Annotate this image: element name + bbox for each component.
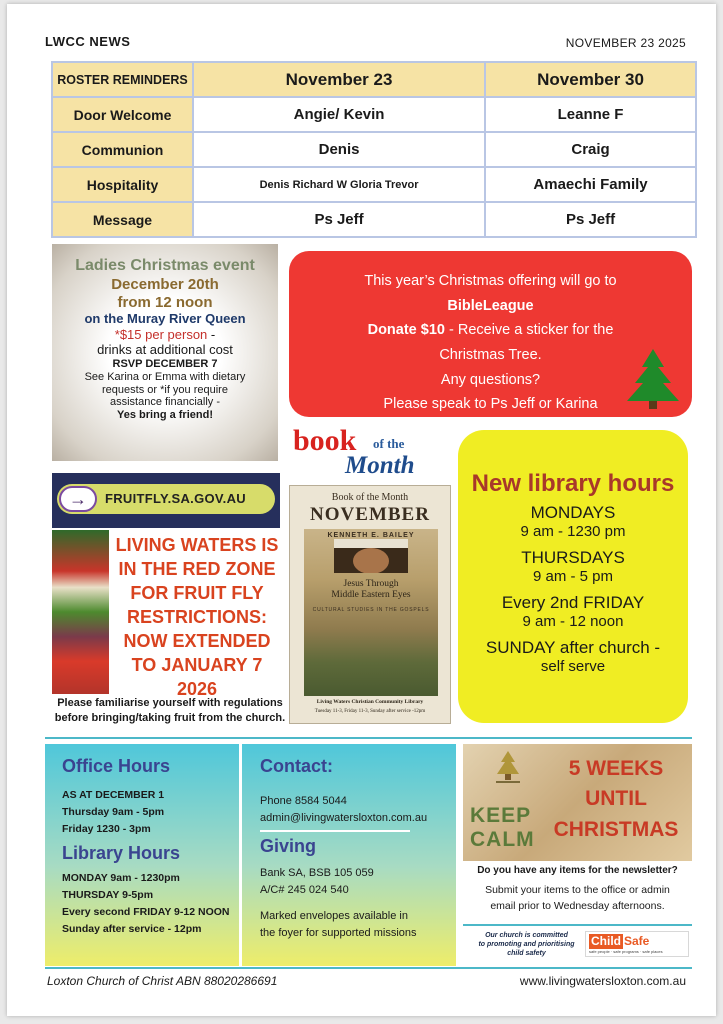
fruitfly-note-line: Please familiarise yourself with regulations: [57, 697, 283, 709]
contact-divider: [260, 830, 410, 832]
footer-website-link[interactable]: www.livingwatersloxton.com.au: [519, 974, 686, 988]
library-day: SUNDAY after church -: [485, 637, 661, 657]
ladies-date: December 20th: [111, 275, 219, 293]
fruitfly-link[interactable]: [57, 484, 275, 514]
roster-cell: Craig: [485, 132, 696, 167]
offering-line: Please speak to Ps Jeff or Karina: [383, 396, 598, 413]
newsletter-date: NOVEMBER 23 2025: [565, 36, 686, 50]
contact-panel: [242, 744, 456, 966]
newsletter-question: Do you have any items for the newsletter?: [477, 865, 678, 876]
book-library-hours: Tuesday 11-3, Friday 11-3, Sunday after service -12pm: [314, 709, 426, 714]
library-time: 9 am - 1230 pm: [520, 522, 626, 540]
book-title-block: [304, 579, 438, 602]
book-subtitle: CULTURAL STUDIES IN THE GOSPELS: [312, 607, 430, 613]
ladies-price-dash: -: [207, 326, 216, 342]
roster-cell: Ps Jeff: [193, 202, 485, 237]
table-row: [52, 167, 696, 202]
fruitfly-notice-line: NOW EXTENDED: [123, 630, 271, 651]
ladies-rsvp: RSVP DECEMBER 7: [112, 358, 218, 371]
ladies-time: from 12 noon: [117, 293, 213, 311]
library-hours-title: New library hours: [471, 470, 675, 497]
christmas-offering-box: [289, 251, 692, 417]
ladies-event-box: [52, 244, 278, 461]
offering-sticker: - Receive a sticker for the: [444, 322, 614, 339]
roster-date-1: November 23: [193, 62, 485, 97]
giving-title: Giving: [260, 836, 317, 856]
library-hours-line: MONDAY 9am - 1230pm: [62, 872, 180, 885]
ladies-details: [52, 371, 278, 422]
giving-envelopes: Marked envelopes available in: [260, 910, 408, 922]
keep-calm-graphic: [463, 744, 692, 861]
calm-word: CALM: [470, 828, 535, 852]
section-divider: [45, 737, 692, 739]
book-cover: [289, 485, 451, 724]
offering-line: Any questions?: [440, 371, 541, 388]
roster-cell: Ps Jeff: [485, 202, 696, 237]
book-title-line: Jesus Through: [343, 579, 399, 589]
fruitfly-note: [51, 696, 289, 727]
office-hours-line: AS AT DECEMBER 1: [62, 789, 165, 801]
giving-bank: Bank SA, BSB 105 059: [260, 867, 374, 879]
roster-label: ROSTER REMINDERS: [52, 62, 193, 97]
offering-recipient: BibleLeague: [447, 297, 534, 314]
portrait-icon: [334, 539, 408, 573]
library-hours-box: [458, 430, 688, 723]
logo-month-word: Month: [345, 452, 415, 479]
keep-calm-text: [470, 804, 535, 852]
ladies-title: Ladies Christmas event: [75, 257, 255, 274]
roster-cell: Amaechi Family: [485, 167, 696, 202]
fruitfly-notice-line: FOR FRUIT FLY: [130, 582, 264, 603]
weeks-until-christmas: [546, 754, 686, 845]
book-of-the-month-logo: [293, 424, 439, 484]
book-title-line: Middle Eastern Eyes: [331, 590, 411, 601]
contact-email[interactable]: admin@livingwatersloxton.com.au: [260, 811, 428, 824]
fruitfly-notice-line: IN THE RED ZONE: [118, 558, 276, 579]
ladies-detail-line: See Karina or Emma with dietary: [84, 371, 246, 384]
section-divider: [463, 924, 692, 926]
footer-church-abn: Loxton Church of Christ ABN 88020286691: [47, 974, 278, 988]
roster-cell: Denis Richard W Gloria Trevor: [193, 167, 485, 202]
library-day: THURSDAYS: [521, 547, 625, 567]
fruitfly-url: FRUITFLY.SA.GOV.AU: [105, 491, 246, 506]
roster-role: Hospitality: [52, 167, 193, 202]
child-safety-line: to promoting and prioritising: [478, 940, 575, 948]
roster-role: Communion: [52, 132, 193, 167]
book-library-name: Living Waters Christian Community Library: [316, 699, 424, 705]
ladies-price: *$15 per person: [114, 326, 208, 342]
vegetables-image: [52, 530, 109, 694]
child-safe-tagline: safe people · safe programs · safe places: [589, 949, 663, 954]
footer-divider: [45, 967, 692, 969]
fruitfly-notice-line: RESTRICTIONS:: [126, 606, 267, 627]
logo-of-the: of the: [373, 436, 405, 451]
library-hours-line: THURSDAY 9-5pm: [62, 889, 154, 902]
roster-table: [51, 61, 697, 238]
roster-cell: Angie/ Kevin: [193, 97, 485, 132]
ladies-detail-line: assistance financially -: [109, 396, 221, 409]
book-cover-image: [304, 529, 438, 696]
library-day: MONDAYS: [530, 503, 616, 522]
newsletter-page: [7, 4, 716, 1016]
book-author: KENNETH E. BAILEY: [327, 532, 415, 539]
book-month: NOVEMBER: [310, 504, 430, 525]
offering-line: This year’s Christmas offering will go to: [364, 273, 617, 289]
child-safety-statement: [469, 932, 584, 958]
office-hours-line: Thursday 9am - 5pm: [62, 805, 165, 818]
child-safe-logo: [585, 931, 689, 957]
library-hours-line: Sunday after service - 12pm: [62, 922, 202, 935]
child-safe-logo-child: Child: [591, 934, 621, 948]
until-word: UNTIL: [585, 787, 647, 811]
arrow-right-icon: →: [59, 486, 97, 512]
contact-phone: Phone 8584 5044: [260, 795, 347, 807]
ladies-price-line: [52, 327, 278, 342]
newsletter-title: LWCC NEWS: [45, 34, 131, 49]
roster-date-2: November 30: [485, 62, 696, 97]
roster-role: Door Welcome: [52, 97, 193, 132]
roster-header-row: [52, 62, 696, 97]
fruitfly-notice: [111, 534, 283, 702]
library-time: self serve: [540, 657, 606, 675]
child-safe-logo-safe: Safe: [624, 934, 650, 948]
newsletter-line: email prior to Wednesday afternoons.: [490, 899, 665, 912]
newsletter-instructions: [463, 883, 692, 915]
library-time: 9 am - 12 noon: [522, 612, 624, 630]
roster-cell: Denis: [193, 132, 485, 167]
fruitfly-note-line: before bringing/taking fruit from the church.: [54, 712, 286, 725]
giving-account: A/C# 245 024 540: [260, 883, 349, 896]
ladies-venue: on the Muray River Queen: [84, 311, 246, 327]
fruitfly-notice-line: TO JANUARY 7 2026: [131, 654, 263, 699]
library-hours-subtitle: Library Hours: [62, 843, 181, 864]
offering-donate-line: [289, 318, 692, 343]
library-day: Every 2nd FRIDAY: [501, 592, 645, 612]
christmas-tree-icon: [624, 347, 682, 411]
roster-role: Message: [52, 202, 193, 237]
roster-cell: Leanne F: [485, 97, 696, 132]
offering-donate: Donate $10: [367, 322, 445, 339]
office-hours-panel: [45, 744, 239, 966]
fruitfly-banner: [52, 473, 280, 528]
library-time: 9 am - 5 pm: [532, 567, 614, 585]
newsletter-line: Submit your items to the office or admin: [485, 884, 670, 896]
weeks-count: 5 WEEKS: [568, 757, 664, 780]
offering-line: Christmas Tree.: [439, 346, 542, 363]
ladies-detail-line: requests or *if you require: [102, 383, 228, 396]
ladies-bring-friend: Yes bring a friend!: [117, 409, 213, 422]
ladies-drinks: drinks at additional cost: [97, 341, 233, 357]
keep-word: KEEP: [470, 804, 532, 827]
christmas-tree-icon: [493, 750, 523, 786]
contact-title: Contact:: [260, 756, 333, 776]
book-top-label: Book of the Month: [331, 492, 409, 503]
office-hours-line: Friday 1230 - 3pm: [62, 822, 151, 835]
child-safety-line: Our church is committed: [485, 932, 568, 939]
table-row: [52, 132, 696, 167]
giving-envelopes: the foyer for supported missions: [260, 926, 417, 939]
table-row: [52, 202, 696, 237]
office-hours-title: Office Hours: [62, 756, 171, 776]
child-safety-line: child safety: [507, 949, 546, 957]
fruitfly-notice-line: LIVING WATERS IS: [115, 535, 279, 555]
christmas-word: CHRISTMAS: [553, 817, 679, 841]
library-hours-line: Every second FRIDAY 9-12 NOON: [62, 905, 230, 918]
table-row: [52, 97, 696, 132]
logo-book-word: book: [293, 424, 357, 457]
